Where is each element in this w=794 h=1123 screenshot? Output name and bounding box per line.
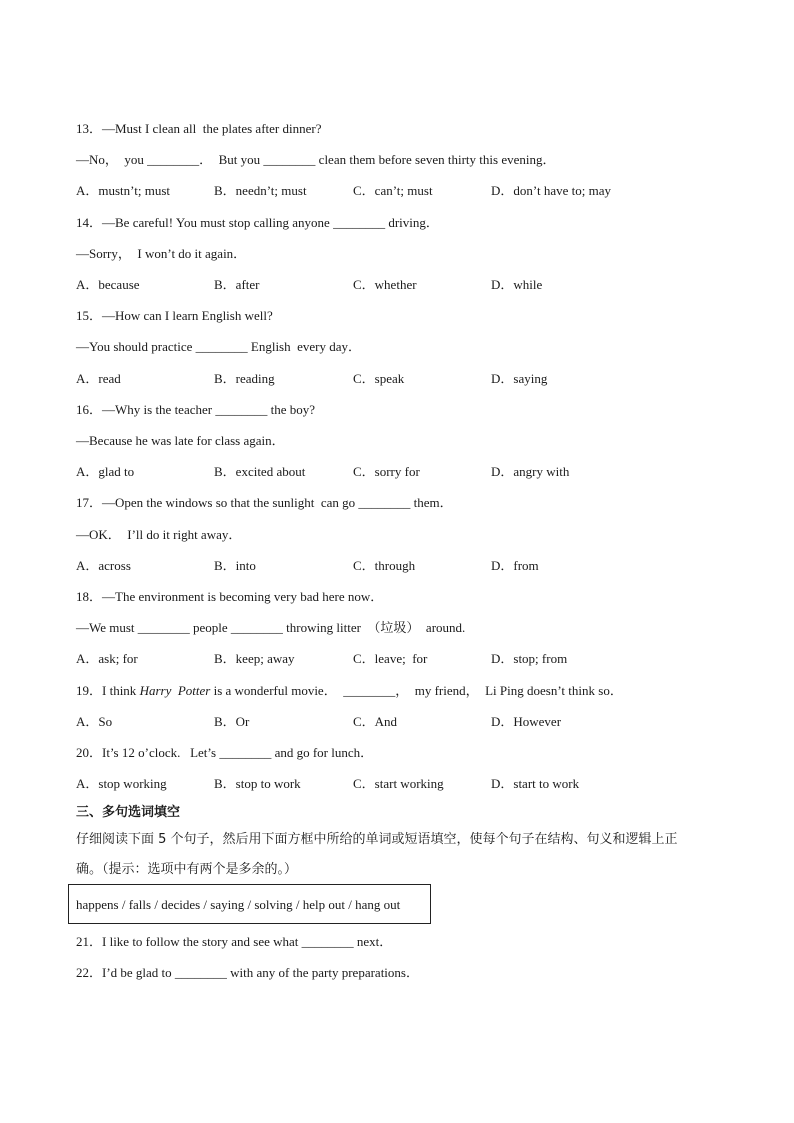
question-19-option-a: A．So bbox=[76, 714, 113, 729]
question-16-option-b: B．excited about bbox=[214, 464, 306, 479]
question-17-stem: 17．—Open the windows so that the sunlight can go ________ them． bbox=[76, 495, 453, 510]
question-18-option-d: D．stop; from bbox=[491, 651, 568, 666]
question-16-option-c: C．sorry for bbox=[353, 464, 420, 479]
question-13-response: —No， you ________． But you ________ clean them before seven thirty this evening． bbox=[76, 152, 556, 167]
question-18-option-b: B．keep; away bbox=[214, 651, 295, 666]
question-19-option-b: B．Or bbox=[214, 714, 250, 729]
question-19-option-c: C．And bbox=[353, 714, 398, 729]
question-18-response: —We must ________ people ________ throwing litter （垃圾） around. bbox=[76, 620, 466, 635]
question-20-option-b: B．stop to work bbox=[214, 776, 301, 791]
question-17-option-d: D．from bbox=[491, 558, 539, 573]
question-15-option-b: B．reading bbox=[214, 371, 275, 386]
question-16-response: —Because he was late for class again． bbox=[76, 433, 285, 448]
question-13-option-c: C．can’t; must bbox=[353, 183, 433, 198]
question-15-option-d: D．saying bbox=[491, 371, 548, 386]
question-20-option-a: A．stop working bbox=[76, 776, 167, 791]
question-15-option-c: C．speak bbox=[353, 371, 405, 386]
question-18-option-c: C．leave; for bbox=[353, 651, 428, 666]
question-20-option-c: C．start working bbox=[353, 776, 444, 791]
question-21: 21．I like to follow the story and see what ________ next． bbox=[76, 934, 393, 949]
question-22: 22．I’d be glad to ________ with any of the party preparations． bbox=[76, 965, 419, 980]
question-14-stem: 14．—Be careful! You must stop calling anyone ________ driving． bbox=[76, 215, 439, 230]
question-13-option-a: A．mustn’t; must bbox=[76, 183, 171, 198]
question-15-stem: 15．—How can I learn English well? bbox=[76, 308, 273, 323]
question-14-option-b: B．after bbox=[214, 277, 260, 292]
question-19-suffix: is a wonderful movie． ________， my friend， Li Ping doesn’t think so． bbox=[210, 683, 623, 698]
question-20-stem: 20．It’s 12 o’clock. Let’s ________ and go for lunch． bbox=[76, 745, 374, 760]
question-19-movie-title: Harry Potter bbox=[139, 683, 211, 698]
question-14-option-a: A．because bbox=[76, 277, 140, 292]
question-14-response: —Sorry， I won’t do it again． bbox=[76, 246, 247, 261]
section-3-instruction-line-1: 仔细阅读下面 5 个句子，然后用下面方框中所给的单词或短语填空，使每个句子在结构、句义和逻辑上正 bbox=[76, 832, 678, 847]
word-bank-text: happens / falls / decides / saying / solving / help out / hang out bbox=[76, 897, 401, 912]
question-16-option-a: A．glad to bbox=[76, 464, 135, 479]
question-17-option-a: A．across bbox=[76, 558, 131, 573]
question-19-prefix: 19．I think bbox=[76, 683, 140, 698]
question-15-response: —You should practice ________ English every day． bbox=[76, 339, 362, 354]
question-17-option-b: B．into bbox=[214, 558, 256, 573]
question-18-option-a: A．ask; for bbox=[76, 651, 138, 666]
question-13-option-b: B．needn’t; must bbox=[214, 183, 307, 198]
section-3-instruction-line-2: 确。（提示：选项中有两个是多余的。） bbox=[76, 862, 298, 877]
question-14-option-c: C．whether bbox=[353, 277, 417, 292]
question-16-option-d: D．angry with bbox=[491, 464, 570, 479]
question-17-option-c: C．through bbox=[353, 558, 416, 573]
question-18-stem: 18．—The environment is becoming very bad here now． bbox=[76, 589, 384, 604]
word-bank-box bbox=[68, 884, 431, 924]
question-13-option-d: D．don’t have to; may bbox=[491, 183, 611, 198]
section-3-heading: 三、多句选词填空 bbox=[76, 805, 181, 820]
question-13-stem: 13．—Must I clean all the plates after dinner? bbox=[76, 121, 322, 136]
question-19-stem bbox=[76, 683, 623, 699]
question-19-option-d: D．However bbox=[491, 714, 562, 729]
question-14-option-d: D．while bbox=[491, 277, 543, 292]
question-20-option-d: D．start to work bbox=[491, 776, 580, 791]
question-15-option-a: A．read bbox=[76, 371, 121, 386]
question-16-stem: 16．—Why is the teacher ________ the boy? bbox=[76, 402, 315, 417]
question-17-response: —OK． I’ll do it right away． bbox=[76, 527, 242, 542]
